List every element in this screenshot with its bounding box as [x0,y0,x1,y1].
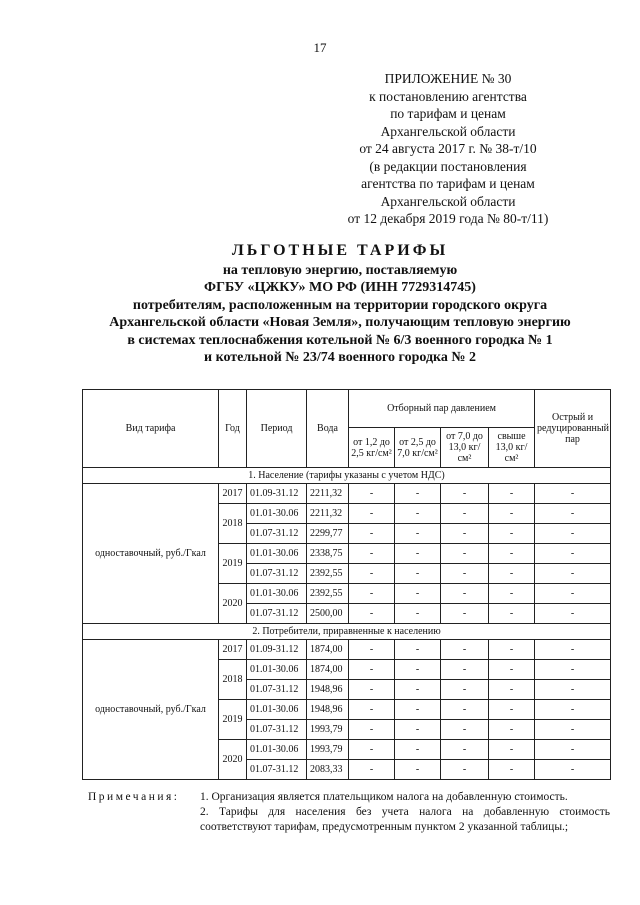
value-cell: - [441,584,489,604]
period-cell: 01.07-31.12 [247,760,307,780]
value-cell: - [395,544,441,564]
title-line: и котельной № 23/74 военного городка № 2 [204,350,476,365]
header-sharp-steam: Острый и редуцированный пар [535,390,611,468]
value-cell: - [349,604,395,624]
value-cell: - [535,584,611,604]
value-cell: - [395,484,441,504]
value-cell: - [395,660,441,680]
period-cell: 01.01-30.06 [247,504,307,524]
value-cell: - [349,504,395,524]
water-cell: 2338,75 [307,544,349,564]
value-cell: - [441,640,489,660]
value-cell: - [441,700,489,720]
value-cell: - [441,564,489,584]
title-line: Архангельской области «Новая Земля», получающим тепловую энергию [109,315,571,330]
value-cell: - [395,760,441,780]
value-cell: - [535,564,611,584]
value-cell: - [535,544,611,564]
period-cell: 01.01-30.06 [247,740,307,760]
year-cell: 2020 [219,740,247,780]
value-cell: - [349,544,395,564]
water-cell: 1874,00 [307,640,349,660]
value-cell: - [395,584,441,604]
year-cell: 2019 [219,700,247,740]
period-cell: 01.07-31.12 [247,720,307,740]
main-title: ЛЬГОТНЫЕ ТАРИФЫ [231,242,449,259]
water-cell: 1874,00 [307,660,349,680]
value-cell: - [349,680,395,700]
water-cell: 2392,55 [307,564,349,584]
value-cell: - [535,484,611,504]
tariff-type: одноставочный, руб./Гкал [83,484,219,624]
header-steam-group: Отборный пар давлением [349,390,535,428]
title-line: в системах теплоснабжения котельной № 6/3 военного городка № 1 [127,332,553,348]
water-cell: 1993,79 [307,740,349,760]
value-cell: - [489,660,535,680]
period-cell: 01.01-30.06 [247,544,307,564]
value-cell: - [349,484,395,504]
value-cell: - [349,584,395,604]
value-cell: - [489,544,535,564]
value-cell: - [441,760,489,780]
page-number: 17 [313,40,327,55]
value-cell: - [535,604,611,624]
value-cell: - [489,720,535,740]
document-title [60,242,620,367]
value-cell: - [489,680,535,700]
header-steam-col: от 1,2 до 2,5 кг/см² [349,428,395,468]
note-item: 2. Тарифы для населения без учета налога на добавленную стоимость соответствуют тарифам, предусмотренным пунктом 2 указанной таблицы.; [200,806,610,833]
period-cell: 01.09-31.12 [247,640,307,660]
header-vid: Вид тарифа [83,390,219,468]
value-cell: - [489,504,535,524]
year-cell: 2017 [219,640,247,660]
value-cell: - [489,700,535,720]
value-cell: - [441,720,489,740]
header-steam-col: свыше 13,0 кг/см² [489,428,535,468]
title-line: потребителям, расположенным на территории городского округа [132,297,548,313]
value-cell: - [395,700,441,720]
header-year: Год [219,390,247,468]
appendix-line: от 24 августа 2017 г. № 38-т/10 [359,141,537,156]
appendix-line: к постановлению агентства [369,88,527,104]
year-cell: 2018 [219,660,247,700]
period-cell: 01.01-30.06 [247,660,307,680]
appendix-line: по тарифам и ценам [390,106,506,121]
appendix-line: (в редакции постановления [369,158,527,174]
value-cell: - [441,660,489,680]
value-cell: - [441,524,489,544]
value-cell: - [535,720,611,740]
value-cell: - [489,760,535,780]
value-cell: - [349,524,395,544]
value-cell: - [395,740,441,760]
header-steam-col: от 2,5 до 7,0 кг/см² [395,428,441,468]
period-cell: 01.07-31.12 [247,604,307,624]
header-water: Вода [307,390,349,468]
title-line: ФГБУ «ЦЖКУ» МО РФ (ИНН 7729314745) [204,280,476,295]
value-cell: - [395,720,441,740]
value-cell: - [395,640,441,660]
value-cell: - [441,504,489,524]
year-cell: 2020 [219,584,247,624]
water-cell: 2392,55 [307,584,349,604]
value-cell: - [349,700,395,720]
value-cell: - [349,720,395,740]
water-cell: 2211,32 [307,504,349,524]
value-cell: - [535,740,611,760]
period-cell: 01.07-31.12 [247,680,307,700]
section-title: 2. Потребители, приравненные к населению [83,624,611,640]
appendix-line: агентства по тарифам и ценам [361,176,535,191]
period-cell: 01.01-30.06 [247,700,307,720]
year-cell: 2017 [219,484,247,504]
year-cell: 2018 [219,504,247,544]
water-cell: 2083,33 [307,760,349,780]
header-period: Период [247,390,307,468]
notes-label: Примечания: [88,791,180,803]
appendix-line: Архангельской области [380,123,516,139]
value-cell: - [349,660,395,680]
tariff-type: одноставочный, руб./Гкал [83,640,219,780]
value-cell: - [489,524,535,544]
value-cell: - [395,680,441,700]
appendix-line: Архангельской области [380,193,516,209]
period-cell: 01.01-30.06 [247,584,307,604]
note-item: 1. Организация является плательщиком налога на добавленную стоимость. [200,791,568,803]
value-cell: - [489,564,535,584]
water-cell: 1948,96 [307,700,349,720]
value-cell: - [535,660,611,680]
value-cell: - [441,680,489,700]
period-cell: 01.09-31.12 [247,484,307,504]
value-cell: - [489,640,535,660]
value-cell: - [349,740,395,760]
value-cell: - [489,604,535,624]
value-cell: - [535,760,611,780]
water-cell: 2500,00 [307,604,349,624]
value-cell: - [535,680,611,700]
value-cell: - [395,604,441,624]
year-cell: 2019 [219,544,247,584]
notes-items [200,790,610,835]
value-cell: - [489,740,535,760]
value-cell: - [441,544,489,564]
period-cell: 01.07-31.12 [247,524,307,544]
value-cell: - [535,504,611,524]
value-cell: - [441,740,489,760]
appendix-line: от 12 декабря 2019 года № 80-т/11) [347,211,549,226]
value-cell: - [489,584,535,604]
appendix-header [318,70,578,228]
title-line: на тепловую энергию, поставляемую [222,262,458,278]
value-cell: - [395,504,441,524]
value-cell: - [535,700,611,720]
value-cell: - [395,564,441,584]
water-cell: 1993,79 [307,720,349,740]
value-cell: - [489,484,535,504]
water-cell: 2211,32 [307,484,349,504]
value-cell: - [535,640,611,660]
tariff-table [82,389,611,780]
value-cell: - [441,604,489,624]
section-title: 1. Население (тарифы указаны с учетом НДС) [83,468,611,484]
period-cell: 01.07-31.12 [247,564,307,584]
value-cell: - [349,760,395,780]
value-cell: - [349,640,395,660]
water-cell: 1948,96 [307,680,349,700]
value-cell: - [535,524,611,544]
value-cell: - [395,524,441,544]
water-cell: 2299,77 [307,524,349,544]
header-steam-col: от 7,0 до 13,0 кг/см² [441,428,489,468]
value-cell: - [441,484,489,504]
value-cell: - [349,564,395,584]
appendix-line: ПРИЛОЖЕНИЕ № 30 [384,71,512,86]
